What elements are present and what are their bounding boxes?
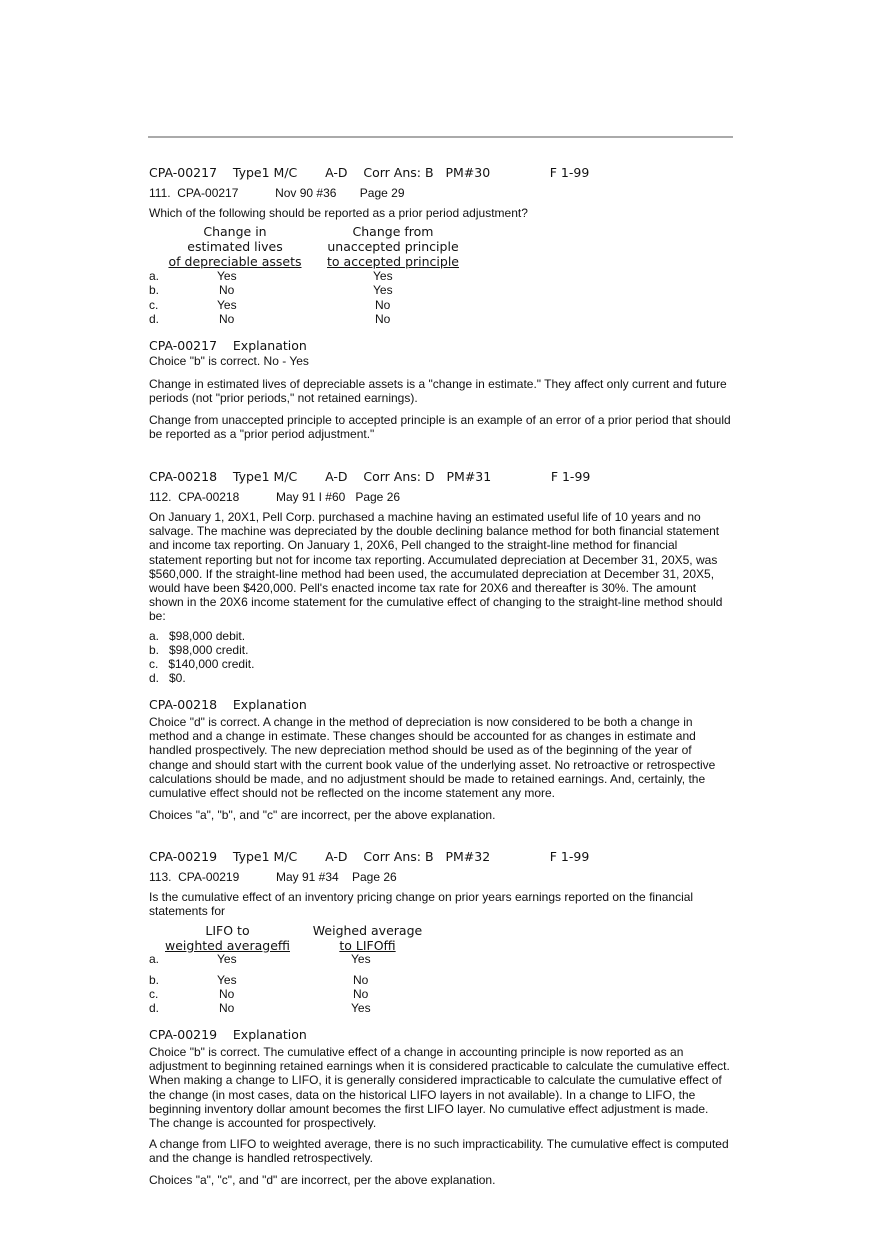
question-text: Which of the following should be reported as a prior period adjustment? xyxy=(149,206,528,220)
explanation-text: Change in estimated lives of depreciable assets is a "change in estimate." They affect only current and future periods (not "prior periods," not retained earnings). xyxy=(149,377,727,406)
row-value: Yes xyxy=(217,952,237,966)
row-value: No xyxy=(219,283,235,297)
row-value: No xyxy=(219,312,235,326)
row-value: No xyxy=(375,312,391,326)
explanation-text: Choices "a", "b", and "c" are incorrect, per the above explanation. xyxy=(149,808,496,822)
explanation-header: CPA-00217 Explanation xyxy=(149,338,307,353)
answer-option: d. $0. xyxy=(149,671,186,685)
column-header-1 xyxy=(160,923,295,953)
answer-row xyxy=(149,283,549,297)
row-value: Yes xyxy=(217,298,237,312)
row-letter: c. xyxy=(149,298,159,312)
column-header-1 xyxy=(160,224,310,269)
question-meta: 113. CPA-00219 May 91 #34 Page 26 xyxy=(149,870,397,884)
row-value: Yes xyxy=(373,283,393,297)
question-header: CPA-00218 Type1 M/C A-D Corr Ans: D PM#31 F 1-99 xyxy=(149,469,591,484)
row-letter: b. xyxy=(149,283,160,297)
row-value: Yes xyxy=(351,952,371,966)
row-value: Yes xyxy=(217,269,237,283)
row-value: No xyxy=(219,987,235,1001)
answer-row xyxy=(149,1001,549,1015)
row-value: Yes xyxy=(351,1001,371,1015)
question-header: CPA-00217 Type1 M/C A-D Corr Ans: B PM#30 F 1-99 xyxy=(149,165,590,180)
answer-row xyxy=(149,973,549,987)
question-text: On January 1, 20X1, Pell Corp. purchased a machine having an estimated useful life of 10 years and no salvage. The machine was depreciated by the double declining balance method for both financial statement and income tax reporting. On January 1, 20X6, Pell changed to the straight-line method for financial statement reporting but not for income tax reporting. Accumulated depreciation at December 31, 20X5, was $560,000. If the straight-line method had been used, the accumulated depreciation at December 31, 20X5, would have been $420,000. Pell's enacted income tax rate for 20X6 and thereafter is 30%. The amount shown in the 20X6 income statement for the cumulative effect of changing to the straight-line method should be: xyxy=(149,510,723,624)
question-text: Is the cumulative effect of an inventory pricing change on prior years earnings reported on the financial statements for xyxy=(149,890,694,919)
answer-row xyxy=(149,952,549,966)
answer-option: b. $98,000 credit. xyxy=(149,643,249,657)
col-line: Weighed average xyxy=(312,923,423,938)
row-letter: a. xyxy=(149,952,160,966)
col-line: to accepted principle xyxy=(327,254,459,269)
explanation-text: Choice "b" is correct. The cumulative effect of a change in accounting principle is now reported as an adjustment to beginning retained earnings when it is considered practicable to calculate the cumulative effect. When making a change to LIFO, it is generally considered impracticable to calculate the cumulative effect of the change (in most cases, data on the historical LIFO layers in not available). In a change to LIFO, the beginning inventory dollar amount becomes the first LIFO layer. No cumulative effect adjustment is made. The change is accounted for prospectively. xyxy=(149,1045,730,1131)
column-header-2 xyxy=(318,224,468,269)
explanation-text: Choices "a", "c", and "d" are incorrect, per the above explanation. xyxy=(149,1173,496,1187)
row-value: No xyxy=(375,298,391,312)
question-header: CPA-00219 Type1 M/C A-D Corr Ans: B PM#32 F 1-99 xyxy=(149,849,590,864)
explanation-text: Choice "b" is correct. No - Yes xyxy=(149,354,309,368)
row-value: Yes xyxy=(373,269,393,283)
explanation-text: Choice "d" is correct. A change in the method of depreciation is now considered to be both a change in method and a change in estimate. These changes should be accounted for as changes in estimate and handled prospectively. The new depreciation method should be used as of the beginning of the year of change and should start with the current book value of the underlying asset. No retroactive or retrospective calculations should be made, and no adjustment should be made to retained earnings. And, certainly, the cumulative effect should not be reflected on the income statement any more. xyxy=(149,715,716,801)
question-meta: 111. CPA-00217 Nov 90 #36 Page 29 xyxy=(149,186,405,200)
col-line: weighted averageffi xyxy=(165,938,290,953)
col-line: estimated lives xyxy=(187,239,283,254)
col-line: of depreciable assets xyxy=(168,254,302,269)
row-value: No xyxy=(353,973,369,987)
divider xyxy=(148,136,733,138)
answer-row xyxy=(149,298,549,312)
explanation-header: CPA-00218 Explanation xyxy=(149,697,307,712)
col-line: unaccepted principle xyxy=(327,239,459,254)
row-value: No xyxy=(219,1001,235,1015)
answer-row xyxy=(149,312,549,326)
explanation-header: CPA-00219 Explanation xyxy=(149,1027,307,1042)
question-meta: 112. CPA-00218 May 91 I #60 Page 26 xyxy=(149,490,401,504)
answer-option: a. $98,000 debit. xyxy=(149,629,246,643)
row-letter: d. xyxy=(149,1001,160,1015)
explanation-text: A change from LIFO to weighted average, there is no such impracticability. The cumulative effect is computed and the change is handled retrospectively. xyxy=(149,1137,729,1166)
answer-option: c. $140,000 credit. xyxy=(149,657,255,671)
row-value: No xyxy=(353,987,369,1001)
col-line: to LIFOffi xyxy=(339,938,396,953)
row-letter: c. xyxy=(149,987,159,1001)
row-letter: a. xyxy=(149,269,160,283)
answer-row xyxy=(149,987,549,1001)
row-letter: b. xyxy=(149,973,160,987)
col-line: Change in xyxy=(203,224,267,239)
row-value: Yes xyxy=(217,973,237,987)
column-header-2 xyxy=(300,923,435,953)
col-line: LIFO to xyxy=(205,923,250,938)
explanation-text: Change from unaccepted principle to accepted principle is an example of an error of a prior period that should be reported as a "prior period adjustment." xyxy=(149,413,731,442)
col-line: Change from xyxy=(352,224,434,239)
row-letter: d. xyxy=(149,312,160,326)
answer-row xyxy=(149,269,549,283)
